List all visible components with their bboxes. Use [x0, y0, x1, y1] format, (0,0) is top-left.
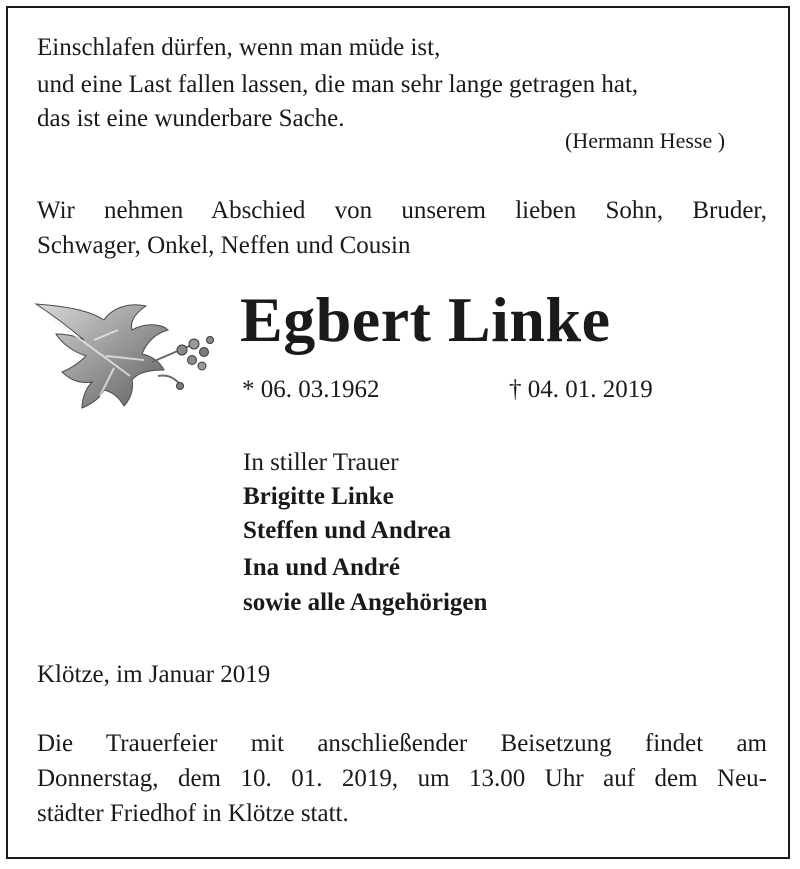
ceremony-line-2: Donnerstag, dem 10. 01. 2019, um 13.00 Uhr auf dem Neu-	[37, 765, 767, 792]
mourner-3: Ina und André	[243, 554, 401, 581]
quote-line-2: und eine Last fallen lassen, die man sehr lange getragen hat,	[37, 71, 639, 98]
death-date: † 04. 01. 2019	[509, 376, 653, 403]
birth-date: * 06. 03.1962	[242, 376, 380, 403]
deceased-name: Egbert Linke	[240, 284, 611, 355]
intro-line-2: Schwager, Onkel, Neffen und Cousin	[37, 232, 411, 259]
quote-author: (Hermann Hesse )	[565, 128, 726, 153]
mourners-intro: In stiller Trauer	[243, 449, 399, 476]
quote-line-1: Einschlafen dürfen, wenn man müde ist,	[37, 34, 441, 61]
intro-line-1: Wir nehmen Abschied von unserem lieben Sohn, Bruder,	[37, 197, 767, 224]
mourner-1: Brigitte Linke	[243, 483, 394, 510]
mourner-4: sowie alle Angehörigen	[243, 589, 488, 616]
mourner-2: Steffen und Andrea	[243, 517, 451, 544]
ceremony-line-3: städter Friedhof in Klötze statt.	[37, 800, 349, 827]
ceremony-line-1: Die Trauerfeier mit anschließender Beisetzung findet am	[37, 730, 767, 757]
ivy-leaf-icon	[34, 300, 224, 410]
quote-line-3: das ist eine wunderbare Sache.	[37, 105, 345, 132]
place-date: Klötze, im Januar 2019	[37, 661, 271, 688]
